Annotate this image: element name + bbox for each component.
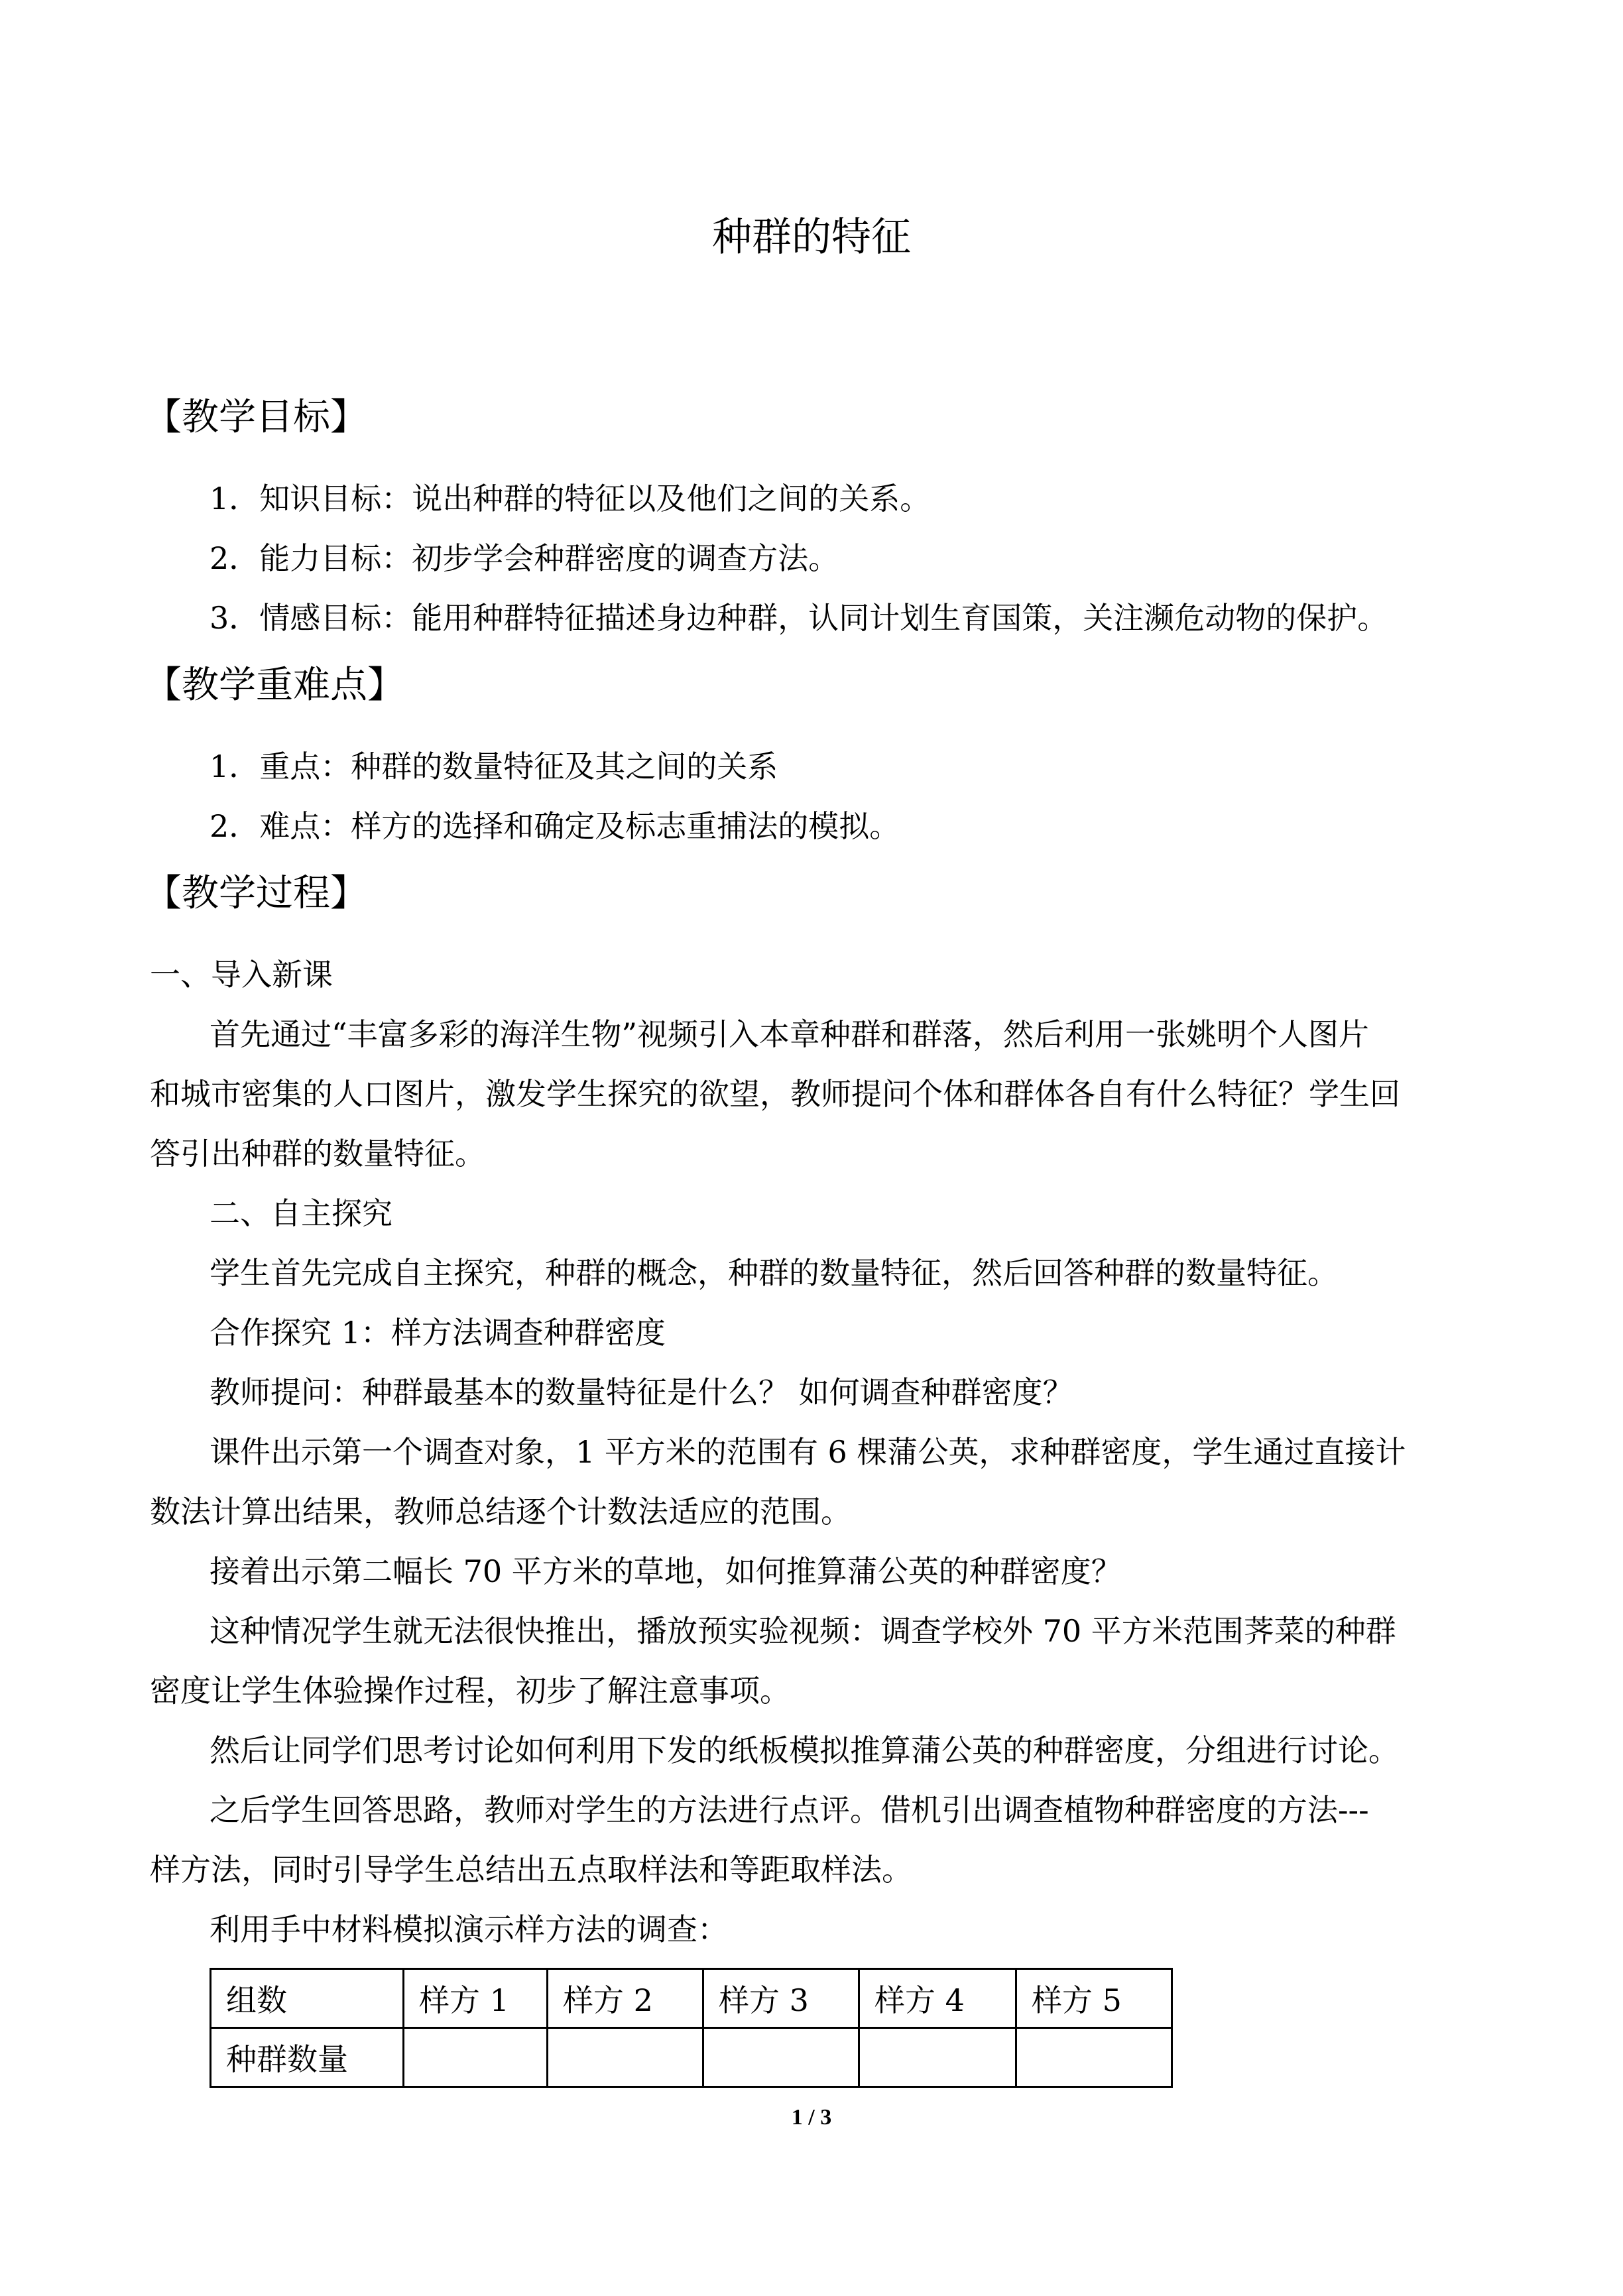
process-line-14: 然后让同学们思考讨论如何利用下发的纸板模拟推算蒲公英的种群密度，分组进行讨论。 [210,1732,1399,1768]
page-number: 1 / 3 [791,2105,832,2130]
heading-key-points: 【教学重难点】 [145,664,404,707]
process-line-15: 之后学生回答思路，教师对学生的方法进行点评。借机引出调查植物种群密度的方法--- [210,1792,1369,1828]
process-line-2: 首先通过“丰富多彩的海洋生物”视频引入本章种群和群落，然后利用一张姚明个人图片 [210,1016,1370,1052]
key-point-item-2: 2．难点：样方的选择和确定及标志重捕法的模拟。 [210,808,900,844]
process-line-9: 课件出示第一个调查对象，1 平方米的范围有 6 棵蒲公英，求种群密度，学生通过直接计 [210,1434,1406,1470]
table-header-cell: 样方 3 [703,1969,859,2028]
table-cell-empty [703,2028,859,2087]
process-line-7: 合作探究 1：样方法调查种群密度 [210,1315,666,1351]
table-header-cell: 组数 [211,1969,404,2028]
table-header-cell: 样方 2 [548,1969,703,2028]
table-cell-empty [1016,2028,1172,2087]
process-line-5: 二、自主探究 [210,1195,392,1231]
process-line-1: 一、导入新课 [150,957,333,993]
table-cell-empty [548,2028,703,2087]
process-line-10: 数法计算出结果，教师总结逐个计数法适应的范围。 [150,1494,851,1530]
heading-teaching-goals: 【教学目标】 [145,396,367,439]
process-line-4: 答引出种群的数量特征。 [150,1136,485,1172]
process-line-12: 这种情况学生就无法很快推出，播放预实验视频：调查学校外 70 平方米范围荠菜的种群 [210,1613,1396,1649]
key-point-item-1: 1．重点：种群的数量特征及其之间的关系 [210,749,778,784]
process-line-11: 接着出示第二幅长 70 平方米的草地，如何推算蒲公英的种群密度？ [210,1553,1122,1589]
process-line-3: 和城市密集的人口图片，激发学生探究的欲望，教师提问个体和群体各自有什么特征？学生回 [150,1076,1400,1112]
goal-item-3: 3．情感目标：能用种群特征描述身边种群，认同计划生育国策，关注濒危动物的保护。 [210,600,1388,636]
goal-item-1: 1．知识目标：说出种群的特征以及他们之间的关系。 [210,481,931,516]
table-cell-empty [859,2028,1016,2087]
heading-teaching-process: 【教学过程】 [145,872,367,915]
process-line-16: 样方法，同时引导学生总结出五点取样法和等距取样法。 [150,1852,912,1888]
quadrat-table [210,1968,1173,2088]
goal-item-2: 2．能力目标：初步学会种群密度的调查方法。 [210,540,839,576]
process-line-8: 教师提问：种群最基本的数量特征是什么？ 如何调查种群密度？ [210,1374,1073,1410]
table-cell-empty [404,2028,548,2087]
table-header-row [211,1969,1172,2028]
page-title: 种群的特征 [712,214,911,261]
table-header-cell: 样方 5 [1016,1969,1172,2028]
table-header-cell: 样方 4 [859,1969,1016,2028]
process-line-17: 利用手中材料模拟演示样方法的调查： [210,1911,728,1947]
process-line-6: 学生首先完成自主探究，种群的概念，种群的数量特征，然后回答种群的数量特征。 [210,1255,1338,1291]
table-row [211,2028,1172,2087]
process-line-13: 密度让学生体验操作过程，初步了解注意事项。 [150,1673,790,1709]
table-row-label: 种群数量 [211,2028,404,2087]
table-header-cell: 样方 1 [404,1969,548,2028]
